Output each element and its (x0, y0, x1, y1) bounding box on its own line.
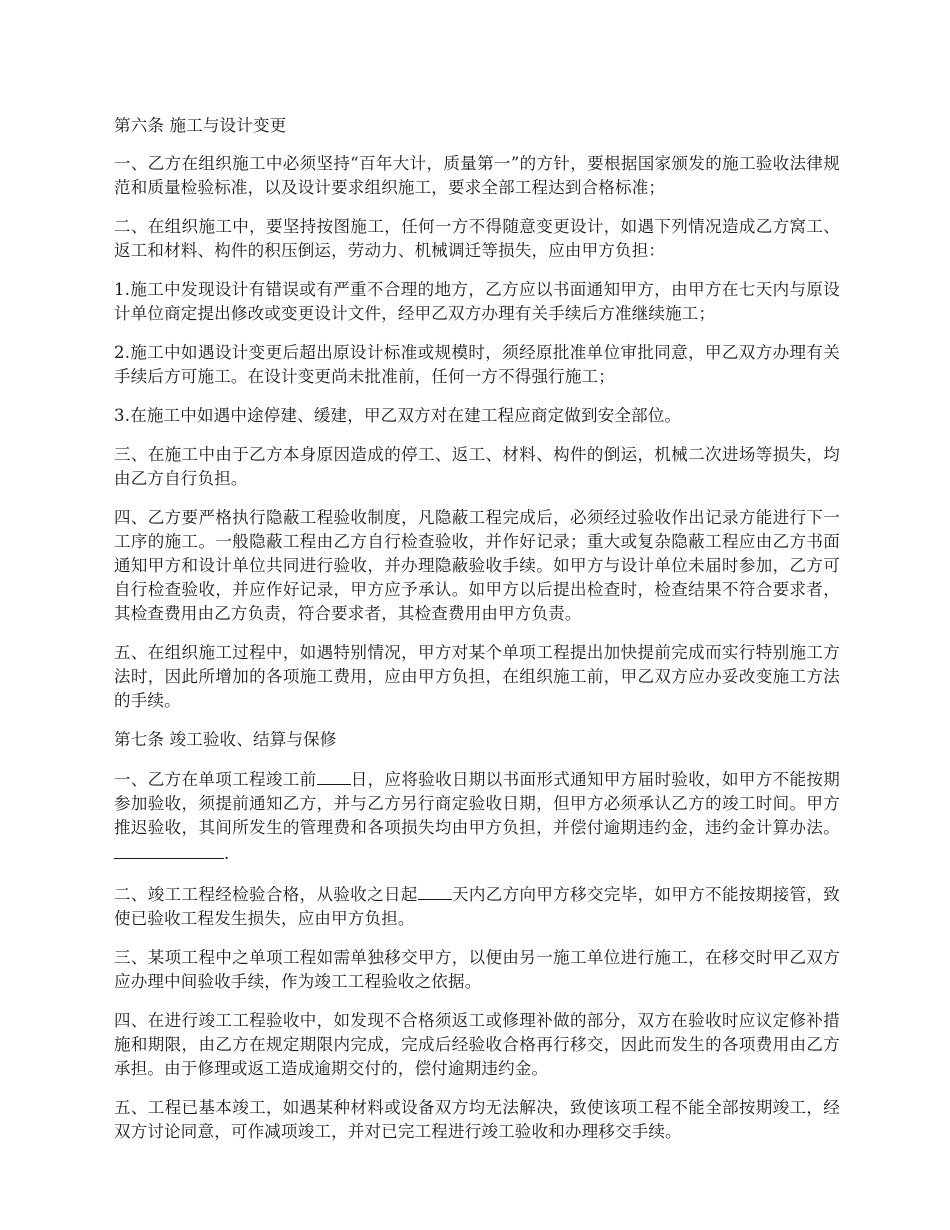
fill-in-blank-days[interactable] (317, 766, 351, 785)
clause-text: 二、竣工工程经检验合格，从验收之日起 (114, 885, 418, 904)
clause-text: . (224, 844, 230, 863)
article-6-clause-4: 四、乙方要严格执行隐蔽工程验收制度，凡隐蔽工程完成后，必须经过验收作出记录方能进行下一工序的施工。一般隐蔽工程由乙方自行检查验收，并作好记录；重大或复杂隐蔽工程应由乙方书面通知甲方和设计单位共同进行验收，并办理隐蔽验收手续。如甲方与设计单位未届时参加，乙方可自行检查验收，并应作好记录，甲方应予承认。如甲方以后提出检查时，检查结果不符合要求者，其检查费用由乙方负责，符合要求者，其检查费用由甲方负责。 (114, 508, 840, 623)
article-7-clause-5: 五、工程已基本竣工，如遇某种材料或设备双方均无法解决，致使该项工程不能全部按期竣工，经双方讨论同意，可作减项竣工，并对已完工程进行竣工验收和办理移交手续。 (114, 1098, 840, 1141)
article-7-heading: 第七条 竣工验收、结算与保修 (114, 730, 337, 749)
article-6-clause-3: 三、在施工中由于乙方本身原因造成的停工、返工、材料、构件的倒运，机械二次进场等损失，均由乙方自行负担。 (114, 445, 840, 488)
document-page (114, 114, 840, 1159)
article-6-item-1: 1.施工中发现设计有错误或有严重不合理的地方，乙方应以书面通知甲方，由甲方在七天内与原设计单位商定提出修改或变更设计文件，经甲乙双方办理有关手续后方准继续施工； (114, 280, 840, 323)
article-6-item-2: 2.施工中如遇设计变更后超出原设计标准或规模时，须经原批准单位审批同意，甲乙双方办理有关手续后方可施工。在设计变更尚未批准前，任何一方不得强行施工； (114, 343, 840, 386)
article-7-clause-1 (114, 766, 840, 866)
article-7-clause-2 (114, 881, 840, 931)
article-6-clause-2: 二、在组织施工中，要坚持按图施工，任何一方不得随意变更设计，如遇下列情况造成乙方窝工、返工和材料、构件的积压倒运，劳动力、机械调迁等损失，应由甲方负担： (114, 217, 840, 260)
article-7-clause-4: 四、在进行竣工工程验收中，如发现不合格须返工或修理补做的部分，双方在验收时应议定修补措施和期限，由乙方在规定期限内完成，完成后经验收合格再行移交，因此而发生的各项费用由乙方承担。由于修理或返工造成逾期交付的，偿付逾期违约金。 (114, 1011, 840, 1078)
clause-text: 一、乙方在单项工程竣工前 (114, 770, 317, 789)
fill-in-blank-penalty-method[interactable] (114, 840, 224, 859)
article-6-clause-1: 一、乙方在组织施工中必须坚持“百年大计，质量第一”的方针，要根据国家颁发的施工验收法律规范和质量检验标准，以及设计要求组织施工，要求全部工程达到合格标准； (114, 154, 840, 197)
fill-in-blank-days[interactable] (418, 881, 452, 900)
clause-text: 天内乙方向甲方移交完毕，如甲方不能按期接管，致使已验收工程发生损失，应由甲方负担。 (114, 885, 840, 928)
clause-text: 日，应将验收日期以书面形式通知甲方届时验收，如甲方不能按期参加验收，须提前通知乙方，并与乙方另行商定验收日期，但甲方必须承认乙方的竣工时间。甲方推迟验收，其间所发生的管理费和各项损失均由甲方负担，并偿付逾期违约金，违约金计算办法。 (114, 770, 840, 837)
article-6-item-3: 3.在施工中如遇中途停建、缓建，甲乙双方对在建工程应商定做到安全部位。 (114, 406, 682, 425)
article-6-clause-5: 五、在组织施工过程中，如遇特别情况，甲方对某个单项工程提出加快提前完成而实行特别施工方法时，因此所增加的各项施工费用，应由甲方负担，在组织施工前，甲乙双方应办妥改变施工方法的手续。 (114, 643, 840, 710)
article-7-clause-3: 三、某项工程中之单项工程如需单独移交甲方，以便由另一施工单位进行施工，在移交时甲乙双方应办理中间验收手续，作为竣工工程验收之依据。 (114, 948, 840, 991)
article-6-heading: 第六条 施工与设计变更 (114, 116, 287, 135)
